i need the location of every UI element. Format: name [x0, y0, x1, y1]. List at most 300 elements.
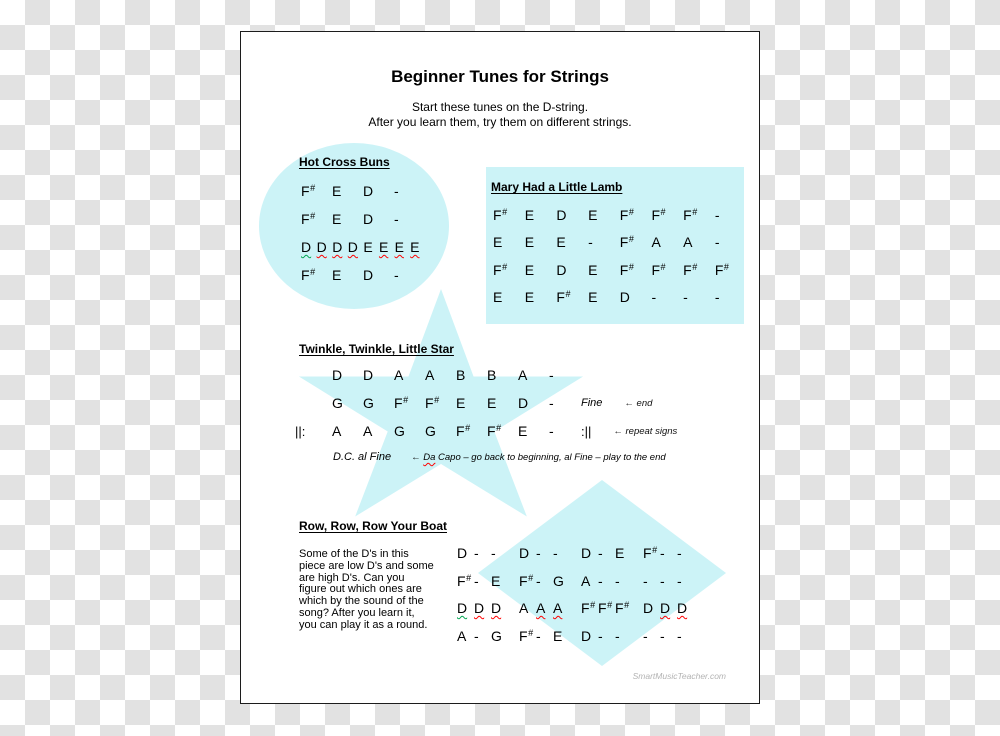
sharp-sign: #: [628, 234, 634, 245]
note-token: [677, 628, 694, 644]
note-token: [487, 367, 518, 383]
page-title: Beginner Tunes for Strings: [391, 67, 609, 86]
note-token: [491, 600, 508, 616]
note-letter: F#: [598, 600, 613, 617]
sharp-sign: #: [466, 572, 472, 583]
note-group: [643, 545, 695, 561]
note-token: [598, 600, 615, 616]
note-token: [457, 600, 474, 616]
note-row: [457, 539, 705, 567]
sharp-sign: #: [502, 261, 508, 272]
note-row: [301, 233, 426, 261]
section-title-hot-cross-buns: Hot Cross Buns: [299, 155, 390, 169]
repeat-sign-close: :||: [581, 423, 592, 439]
sharp-sign: #: [628, 206, 634, 217]
note-letter: F#: [519, 627, 534, 644]
note-letter: -: [394, 211, 399, 227]
note-token: [683, 234, 715, 250]
note-token: [474, 545, 491, 561]
note-letter: -: [615, 627, 620, 644]
note-letter: -: [474, 544, 479, 561]
note-token: [395, 239, 411, 255]
note-token: [332, 183, 363, 199]
note-letter: A: [425, 367, 435, 383]
note-letter: D: [619, 289, 630, 306]
note-token: [518, 423, 549, 439]
note-token: [425, 395, 456, 411]
note-letter: G: [425, 423, 436, 439]
note-token: [715, 234, 747, 250]
mary-notes: [493, 201, 747, 311]
note-token: [301, 239, 317, 255]
note-token: [493, 262, 525, 278]
sharp-sign: #: [628, 261, 634, 272]
note-group: [581, 628, 633, 644]
note-letter: D: [332, 239, 343, 255]
note-letter: F#: [651, 206, 666, 223]
sharp-sign: #: [310, 267, 316, 277]
sharp-sign: #: [496, 423, 502, 433]
note-token: [317, 239, 333, 255]
note-letter: E: [556, 234, 566, 251]
sharp-sign: #: [692, 206, 698, 217]
note-letter: E: [588, 261, 598, 278]
note-row: [457, 594, 705, 622]
note-letter: -: [598, 544, 603, 561]
note-token: [474, 628, 491, 644]
note-letter: D: [457, 544, 468, 561]
note-letter: D: [491, 600, 502, 617]
note-letter: F#: [519, 572, 534, 589]
note-letter: -: [394, 183, 399, 199]
note-letter: F#: [425, 395, 440, 411]
sharp-sign: #: [403, 395, 409, 405]
note-letter: E: [378, 239, 389, 255]
note-row: [457, 567, 705, 595]
note-token: [660, 628, 677, 644]
section-title-twinkle-twinkle-little-star: Twinkle, Twinkle, Little Star: [299, 342, 454, 356]
note-letter: E: [553, 627, 563, 644]
note-letter: D: [347, 239, 358, 255]
note-letter: A: [683, 234, 693, 251]
note-token: [556, 289, 588, 305]
note-letter: A: [581, 572, 591, 589]
note-token: [493, 289, 525, 305]
note-letter: -: [474, 572, 479, 589]
note-token: [425, 367, 456, 383]
dc-al-fine-line: [333, 451, 666, 463]
note-letter: F#: [615, 600, 630, 617]
note-token: [491, 573, 508, 589]
sharp-sign: #: [607, 600, 613, 611]
note-token: [456, 423, 487, 439]
note-letter: E: [332, 267, 342, 283]
note-token: [620, 234, 652, 250]
note-token: [332, 423, 363, 439]
note-letter: A: [363, 423, 373, 439]
sharp-sign: #: [590, 600, 596, 611]
note-letter: -: [536, 572, 541, 589]
note-token: [487, 395, 518, 411]
note-token: [620, 207, 652, 223]
note-token: [456, 367, 487, 383]
note-token: [651, 207, 683, 223]
note-token: [332, 395, 363, 411]
note-token: [457, 545, 474, 561]
note-token: [581, 600, 598, 616]
note-token: [394, 267, 425, 283]
note-token: [549, 423, 580, 439]
note-letter: D: [301, 239, 312, 255]
note-token: [581, 628, 598, 644]
section-title-row-row-row-your-boat: Row, Row, Row Your Boat: [299, 519, 447, 533]
note-letter: -: [598, 572, 603, 589]
note-token: [394, 395, 425, 411]
note-letter: F#: [651, 261, 666, 278]
worksheet-page: [240, 31, 760, 704]
note-letter: -: [677, 627, 682, 644]
note-token: [588, 234, 620, 250]
note-letter: D: [518, 395, 529, 411]
note-letter: D: [581, 627, 592, 644]
note-letter: G: [363, 395, 374, 411]
note-letter: D: [643, 600, 654, 617]
note-token: [491, 545, 508, 561]
paragraph-line: are high D's. Can you: [299, 571, 405, 584]
note-letter: F#: [714, 261, 729, 278]
paragraph-line: which by the sound of the: [299, 595, 424, 608]
note-token: [525, 207, 557, 223]
note-letter: F#: [683, 206, 698, 223]
note-token: [536, 600, 553, 616]
note-token: [598, 628, 615, 644]
note-token: [394, 423, 425, 439]
note-letter: D: [457, 600, 468, 617]
note-letter: D: [363, 211, 374, 227]
note-group: [519, 628, 571, 644]
note-token: [379, 239, 395, 255]
paragraph-line: figure out which ones are: [299, 583, 422, 596]
note-token: [549, 395, 580, 411]
note-letter: G: [394, 423, 405, 439]
note-token: [615, 628, 632, 644]
note-group: [581, 600, 633, 616]
dc-al-fine-annotation: [411, 452, 666, 463]
page-subtitle: [241, 100, 759, 130]
note-token: [457, 628, 474, 644]
note-letter: E: [394, 239, 404, 255]
note-letter: -: [598, 627, 603, 644]
note-token: [518, 367, 549, 383]
note-letter: A: [457, 627, 467, 644]
note-token: [683, 207, 715, 223]
note-letter: -: [553, 544, 558, 561]
note-letter: A: [536, 600, 546, 617]
annotation-part: Da: [423, 452, 436, 463]
note-letter: -: [536, 544, 541, 561]
annotation-part: ←: [411, 452, 424, 463]
note-token: [363, 423, 394, 439]
note-letter: F#: [683, 261, 698, 278]
note-token: [348, 239, 364, 255]
note-token: [519, 573, 536, 589]
note-token: [549, 367, 580, 383]
note-token: [553, 600, 570, 616]
note-letter: -: [683, 289, 688, 306]
note-token: [588, 289, 620, 305]
note-letter: -: [615, 572, 620, 589]
note-letter: -: [549, 423, 554, 439]
note-group: [457, 573, 509, 589]
note-letter: -: [643, 572, 648, 589]
note-letter: F#: [619, 206, 634, 223]
paragraph-line: you can play it as a round.: [299, 618, 428, 631]
subtitle-line-1: Start these tunes on the D-string.: [411, 100, 589, 114]
note-letter: A: [651, 234, 661, 251]
note-letter: F#: [619, 234, 634, 251]
note-letter: A: [519, 600, 529, 617]
sharp-sign: #: [652, 544, 658, 555]
note-token: [332, 211, 363, 227]
note-letter: F#: [487, 423, 502, 439]
note-token: [660, 573, 677, 589]
note-letter: F#: [493, 206, 508, 223]
note-token: [332, 267, 363, 283]
note-letter: E: [491, 572, 501, 589]
note-token: [301, 183, 332, 199]
note-letter: D: [519, 544, 530, 561]
note-token: [553, 545, 570, 561]
repeat-sign-open: ||:: [295, 423, 306, 439]
note-letter: F#: [301, 267, 316, 283]
note-letter: E: [524, 234, 535, 251]
note-token: [525, 262, 557, 278]
note-token: [598, 573, 615, 589]
note-token: [581, 573, 598, 589]
note-letter: D: [581, 544, 592, 561]
note-letter: F#: [457, 572, 472, 589]
note-row: [295, 389, 677, 417]
note-token: [683, 289, 715, 305]
note-group: [519, 600, 571, 616]
note-letter: -: [549, 367, 554, 383]
note-token: [332, 367, 363, 383]
note-token: [536, 573, 553, 589]
note-letter: -: [660, 572, 665, 589]
note-letter: G: [332, 395, 343, 411]
note-token: [518, 395, 549, 411]
note-token: [598, 545, 615, 561]
note-letter: B: [487, 367, 497, 383]
note-letter: E: [332, 183, 342, 199]
sharp-sign: #: [465, 423, 471, 433]
sharp-sign: #: [528, 627, 534, 638]
note-group: [457, 628, 509, 644]
note-letter: F#: [301, 183, 316, 199]
note-letter: F#: [619, 261, 634, 278]
note-token: [519, 628, 536, 644]
note-letter: E: [588, 289, 598, 306]
note-letter: D: [332, 367, 343, 383]
note-letter: A: [553, 600, 563, 617]
note-token: [363, 367, 394, 383]
note-token: [615, 573, 632, 589]
note-token: [474, 573, 491, 589]
note-token: [677, 573, 694, 589]
note-token: [643, 545, 660, 561]
note-letter: A: [394, 367, 404, 383]
note-letter: D: [556, 206, 567, 223]
note-letter: E: [332, 211, 342, 227]
note-token: [332, 239, 348, 255]
note-letter: F#: [493, 261, 508, 278]
note-letter: -: [677, 572, 682, 589]
note-letter: D: [556, 261, 567, 278]
note-letter: F#: [301, 211, 316, 227]
note-token: [394, 367, 425, 383]
content-layer: [241, 32, 759, 703]
note-token: [677, 600, 694, 616]
note-group: [457, 600, 509, 616]
paragraph-line: Some of the D's in this: [299, 548, 409, 560]
note-letter: -: [474, 627, 479, 644]
note-token: [301, 267, 332, 283]
note-letter: E: [487, 395, 497, 411]
note-letter: F#: [556, 289, 571, 306]
note-letter: B: [456, 367, 466, 383]
note-token: [660, 600, 677, 616]
note-token: [457, 573, 474, 589]
note-row: [493, 284, 747, 312]
note-token: [553, 573, 570, 589]
sharp-sign: #: [723, 261, 729, 272]
note-token: [615, 545, 632, 561]
note-row: [295, 417, 677, 445]
note-letter: -: [536, 627, 541, 644]
note-letter: E: [588, 206, 598, 223]
annotation-label: ← end: [624, 397, 653, 409]
sharp-sign: #: [434, 395, 440, 405]
sharp-sign: #: [660, 261, 666, 272]
note-token: [410, 239, 426, 255]
note-token: [394, 183, 425, 199]
note-row: [493, 256, 747, 284]
note-row: [493, 229, 747, 257]
note-token: [588, 262, 620, 278]
note-group: [643, 600, 695, 616]
note-letter: D: [363, 267, 374, 283]
note-row: [457, 622, 705, 650]
note-group: [519, 573, 571, 589]
note-letter: F#: [456, 423, 471, 439]
note-row: [493, 201, 747, 229]
sharp-sign: #: [624, 600, 630, 611]
note-row: [301, 205, 426, 233]
note-letter: -: [714, 289, 720, 306]
row-boat-paragraph: [299, 549, 434, 632]
section-title-mary-had-a-little-lamb: Mary Had a Little Lamb: [491, 180, 623, 194]
note-letter: F#: [581, 600, 596, 617]
note-letter: -: [714, 206, 720, 223]
note-row: [301, 177, 426, 205]
note-letter: D: [660, 600, 671, 617]
note-token: [677, 545, 694, 561]
note-group: [519, 545, 571, 561]
note-token: [715, 262, 747, 278]
note-token: [651, 262, 683, 278]
note-token: [620, 289, 652, 305]
subtitle-line-2: After you learn them, try them on different strings.: [368, 115, 632, 129]
note-letter: A: [332, 423, 342, 439]
note-letter: G: [491, 627, 502, 644]
note-letter: D: [316, 239, 327, 255]
note-token: [651, 289, 683, 305]
note-group: [643, 628, 695, 644]
note-letter: E: [518, 423, 528, 439]
note-token: [581, 545, 598, 561]
note-token: [456, 395, 487, 411]
note-token: [363, 267, 394, 283]
note-letter: G: [553, 572, 564, 589]
sharp-sign: #: [565, 289, 571, 300]
note-group: [643, 573, 695, 589]
hot-cross-buns-notes: [301, 177, 426, 289]
note-letter: F#: [643, 544, 658, 561]
footer-credit: SmartMusicTeacher.com: [632, 671, 726, 681]
note-letter: D: [474, 600, 485, 617]
note-token: [425, 423, 456, 439]
note-letter: -: [588, 234, 593, 251]
note-letter: E: [456, 395, 466, 411]
note-letter: F#: [394, 395, 409, 411]
note-token: [363, 211, 394, 227]
note-group: [457, 545, 509, 561]
note-letter: -: [549, 395, 554, 411]
note-letter: -: [714, 234, 720, 251]
note-row: [295, 361, 677, 389]
twinkle-notes: [295, 361, 677, 445]
note-letter: E: [493, 234, 503, 251]
note-letter: -: [660, 627, 665, 644]
note-letter: E: [410, 239, 420, 255]
note-letter: -: [643, 627, 648, 644]
note-token: [651, 234, 683, 250]
note-letter: D: [677, 600, 688, 617]
note-token: [588, 207, 620, 223]
note-token: [491, 628, 508, 644]
note-token: [683, 262, 715, 278]
note-letter: E: [363, 239, 373, 255]
note-letter: E: [493, 289, 503, 306]
note-token: [474, 600, 491, 616]
note-token: [525, 289, 557, 305]
note-token: [620, 262, 652, 278]
dc-al-fine-label: D.C. al Fine: [333, 451, 392, 463]
note-token: [301, 211, 332, 227]
note-token: [536, 545, 553, 561]
note-token: [519, 600, 536, 616]
note-letter: -: [394, 267, 399, 283]
note-letter: E: [524, 289, 535, 306]
note-token: [519, 545, 536, 561]
note-token: [556, 262, 588, 278]
sharp-sign: #: [502, 206, 508, 217]
sharp-sign: #: [310, 183, 316, 193]
note-token: [493, 207, 525, 223]
note-token: [615, 600, 632, 616]
sharp-sign: #: [528, 572, 534, 583]
note-group: [581, 545, 633, 561]
